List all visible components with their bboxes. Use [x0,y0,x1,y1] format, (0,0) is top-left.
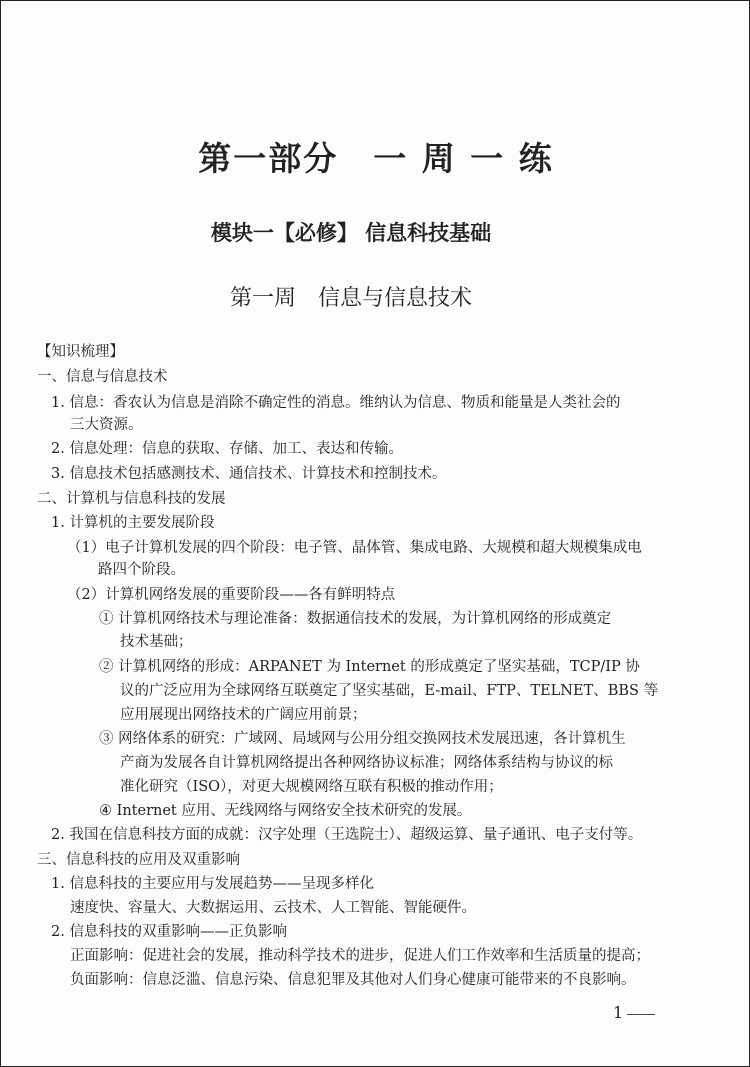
section-2-heading: 二、计算机与信息科技的发展 [37,491,226,507]
page-number-rule [627,1014,655,1015]
s3-item-1: 1. 信息科技的主要应用与发展趋势——呈现多样化 [51,876,374,892]
week-title: 第一周 信息与信息技术 [229,286,472,311]
s2-circle-2-line-2: 议的广泛应用为全球网络互联奠定了坚实基础，E-mail、FTP、TELNET、BBS 等 [120,683,659,699]
s3-negative-impact: 负面影响：信息泛滥、信息污染、信息犯罪及其他对人们身心健康可能带来的不良影响。 [70,972,636,988]
module-title: 模块一【必修】 信息科技基础 [210,221,492,245]
s1-item-2: 2. 信息处理：信息的获取、存储、加工、表达和传输。 [51,441,403,457]
s2-circle-1-line-2: 技术基础； [120,634,193,650]
s1-item-1-line-2: 三大资源。 [70,417,143,433]
s2-sub-1-line-2: 路四个阶段。 [98,562,185,578]
part-title: 第一部分 一 周 一 练 [198,139,554,178]
s1-item-1-line-1: 1. 信息：香农认为信息是消除不确定性的消息。维纳认为信息、物质和能量是人类社会的 [51,395,621,411]
s2-sub-1-line-1: （1）电子计算机发展的四个阶段：电子管、晶体管、集成电路、大规模和超大规模集成电 [67,540,642,556]
page-number: 1 [613,1003,624,1022]
s2-sub-2: （2）计算机网络发展的重要阶段——各有鲜明特点 [67,587,396,603]
s2-circle-1-line-1: ① 计算机网络技术与理论准备：数据通信技术的发展，为计算机网络的形成奠定 [99,611,612,627]
s2-circle-2-line-3: 应用展现出网络技术的广阔应用前景； [120,707,367,723]
s1-item-3: 3. 信息技术包括感测技术、通信技术、计算技术和控制技术。 [51,466,447,482]
s2-circle-2-line-1: ② 计算机网络的形成：ARPANET 为 Internet 的形成奠定了坚实基础，TCP/IP 协 [99,659,640,675]
s3-item-1-detail: 速度快、容量大、大数据运用、云技术、人工智能、智能硬件。 [70,900,476,916]
s2-circle-3-line-1: ③ 网络体系的研究：广域网、局域网与公用分组交换网技术发展迅速，各计算机生 [99,731,626,747]
section-3-heading: 三、信息科技的应用及双重影响 [37,852,240,868]
section-1-heading: 一、信息与信息技术 [37,369,168,385]
s2-circle-3-line-2: 产商为发展各自计算机网络提出各种网络协议标准；网络体系结构与协议的标 [120,755,613,771]
section-label: 【知识梳理】 [37,344,124,360]
s2-circle-4: ④ Internet 应用、无线网络与网络安全技术研究的发展。 [99,803,472,819]
s2-item-2: 2. 我国在信息科技方面的成就：汉字处理（王选院士）、超级运算、量子通讯、电子支付等。 [51,827,643,843]
s3-positive-impact: 正面影响：促进社会的发展，推动科学技术的进步，促进人们工作效率和生活质量的提高； [70,948,650,964]
s2-item-1: 1. 计算机的主要发展阶段 [51,515,215,531]
s3-item-2: 2. 信息科技的双重影响——正负影响 [51,924,287,940]
s2-circle-3-line-3: 准化研究（ISO），对更大规模网络互联有积极的推动作用； [120,779,503,795]
